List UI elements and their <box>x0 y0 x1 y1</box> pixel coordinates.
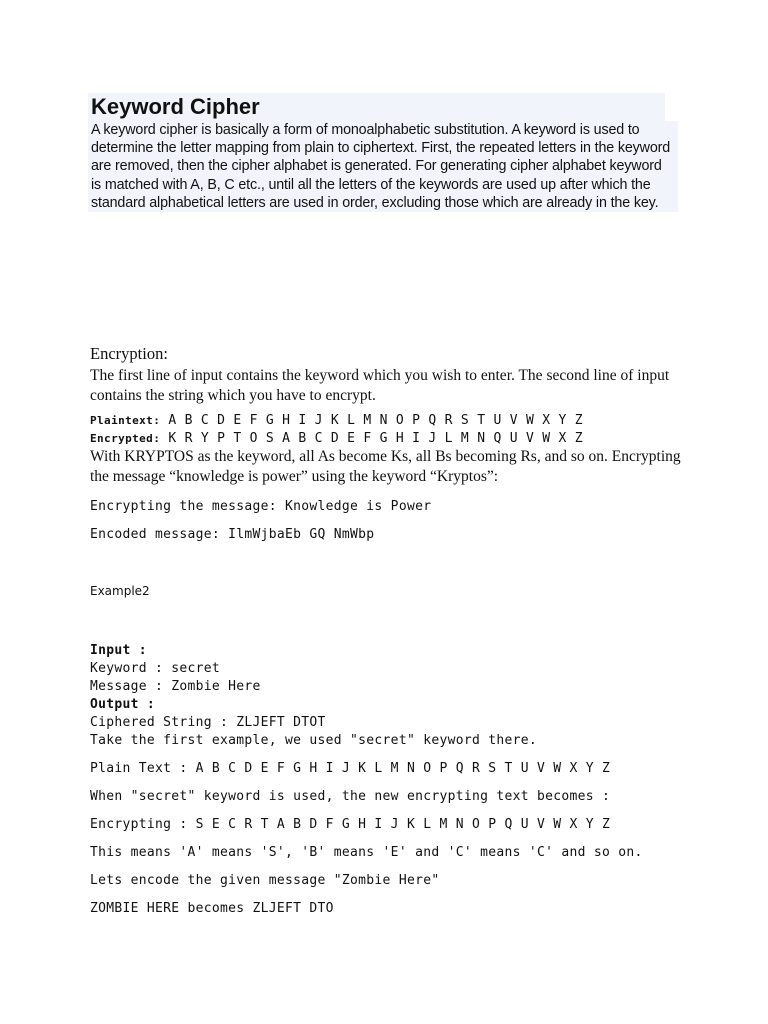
output-label: Output : <box>90 697 156 712</box>
encrypting-message-line: Encrypting the message: Knowledge is Power <box>90 499 432 514</box>
input-label: Input : <box>90 643 147 658</box>
means-line: This means 'A' means 'S', 'B' means 'E' and 'C' means 'C' and so on. <box>90 845 643 860</box>
kryptos-note: With KRYPTOS as the keyword, all As become Ks, all Bs becoming Rs, and so on. Encrypting the message “knowledge is power” using the keyword “Kryptos”: <box>90 448 681 485</box>
encrypted-row <box>90 430 690 448</box>
encryption-heading: Encryption: <box>90 344 168 363</box>
intro-paragraph: A keyword cipher is basically a form of monoalphabetic substitution. A keyword is used to determine the letter mapping from plain to ciphertext. First, the repeated letters in the keyword are removed, then the cipher alphabet is generated. For generating cipher alphabet keyword is matched with A, B, C etc., until all the letters of the keywords are used up after which the standard alphabetical letters are used in order, excluding those which are already in the key. <box>88 121 678 212</box>
encryption-description: The first line of input contains the keyword which you wish to enter. The second line of input contains the string which you have to encrypt. <box>90 367 670 404</box>
explanation-line: Take the first example, we used "secret" keyword there. <box>90 733 537 748</box>
alphabet-table <box>90 412 690 448</box>
encryption-section <box>90 344 690 486</box>
encrypted-letters: K R Y P T O S A B C D E F G H I J L M N Q U V W X Z <box>168 431 583 446</box>
keyword-used-line: When "secret" keyword is used, the new encrypting text becomes : <box>90 789 611 804</box>
becomes-line: ZOMBIE HERE becomes ZLJEFT DTO <box>90 901 334 916</box>
plaintext-label: Plaintext: <box>90 414 161 427</box>
encrypted-label: Encrypted: <box>90 432 161 445</box>
encoded-message-line: Encoded message: IlmWjbaEb GQ NmWbp <box>90 527 375 542</box>
page-title: Keyword Cipher <box>88 93 665 121</box>
plain-text-line: Plain Text : A B C D E F G H I J K L M N O P Q R S T U V W X Y Z <box>90 761 611 776</box>
ciphered-string-line: Ciphered String : ZLJEFT DTOT <box>90 715 326 730</box>
example2-label: Example2 <box>90 584 150 598</box>
intro-section <box>88 93 678 212</box>
message-line: Message : Zombie Here <box>90 679 261 694</box>
plaintext-letters: A B C D E F G H I J K L M N O P Q R S T U V W X Y Z <box>168 413 583 428</box>
encrypting-line: Encrypting : S E C R T A B D F G H I J K L M N O P Q U V W X Y Z <box>90 817 611 832</box>
plaintext-row <box>90 412 690 430</box>
keyword-line: Keyword : secret <box>90 661 221 676</box>
encode-line: Lets encode the given message "Zombie Here" <box>90 873 440 888</box>
